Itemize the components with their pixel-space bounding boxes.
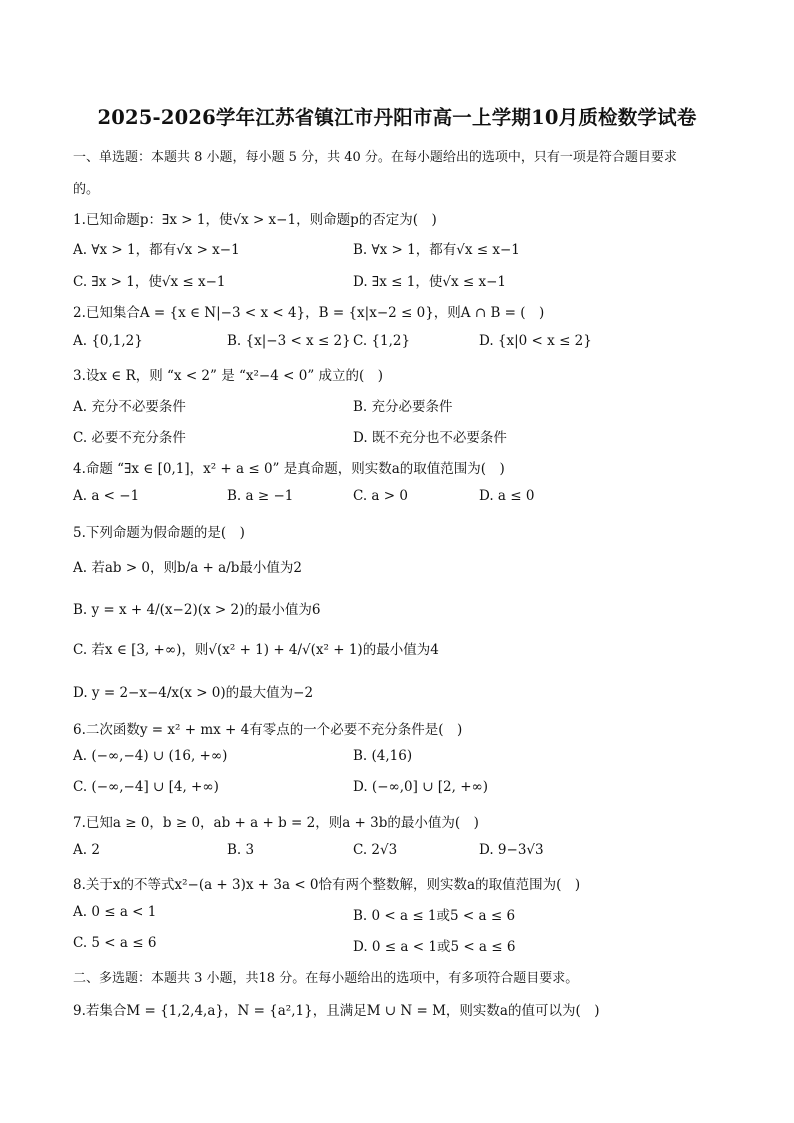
q8-option-b: B. 0 < a ≤ 1或5 < a ≤ 6 (353, 908, 516, 924)
q1-options-row2 (73, 270, 733, 288)
q3-options-row2 (73, 426, 733, 444)
q8-option-a: A. 0 ≤ a < 1 (73, 904, 157, 920)
q2-stem: 2.已知集合A = {x ∈ N|−3 < x < 4}，B = {x|x−2 ≤ 0}，则A ∩ B = ( ) (73, 305, 545, 321)
q2-option-d: D. {x|0 < x ≤ 2} (479, 333, 592, 349)
q3-options-row1 (73, 395, 733, 413)
q7-option-a: A. 2 (73, 842, 100, 858)
q4-option-a: A. a < −1 (73, 488, 140, 504)
section1-heading: 一、单选题：本题共 8 小题，每小题 5 分，共 40 分。在每小题给出的选项中，只有一项是符合题目要求 (73, 150, 677, 165)
q1-option-a: A. ∀x > 1，都有√x > x−1 (73, 242, 240, 258)
q1-option-b: B. ∀x > 1，都有√x ≤ x−1 (353, 242, 520, 258)
q1-stem: 1.已知命题p：∃x > 1，使√x > x−1，则命题p的否定为( ) (73, 212, 437, 228)
q8-options-row2 (73, 935, 733, 953)
q7-stem: 7.已知a ≥ 0，b ≥ 0，ab + a + b = 2，则a + 3b的最小值为( ) (73, 815, 479, 831)
q8-stem: 8.关于x的不等式x²−(a + 3)x + 3a < 0恰有两个整数解，则实数a的取值范围为( ) (73, 877, 581, 893)
q4-option-c: C. a > 0 (353, 488, 408, 504)
q6-options-row1 (73, 748, 733, 766)
section1-heading-cont: 的。 (73, 182, 100, 197)
exam-title: 2025-2026学年江苏省镇江市丹阳市高一上学期10月质检数学试卷 (97, 106, 697, 129)
q5-stem: 5.下列命题为假命题的是( ) (73, 525, 245, 541)
q6-option-c: C. (−∞,−4] ∪ [4, +∞) (73, 779, 219, 795)
q6-option-d: D. (−∞,0] ∪ [2, +∞) (353, 779, 489, 795)
q8-options-row1 (73, 904, 733, 922)
q3-option-a: A. 充分不必要条件 (73, 399, 186, 415)
q7-option-d: D. 9−3√3 (479, 842, 544, 858)
q2-option-c: C. {1,2} (353, 333, 411, 349)
q4-option-b: B. a ≥ −1 (227, 488, 294, 504)
q3-stem: 3.设x ∈ R，则 “x < 2” 是 “x²−4 < 0” 成立的( ) (73, 368, 384, 384)
q6-option-b: B. (4,16) (353, 748, 413, 764)
q8-option-d: D. 0 ≤ a < 1或5 < a ≤ 6 (353, 939, 516, 955)
q6-options-row2 (73, 779, 733, 797)
q7-options-row (73, 842, 733, 860)
q4-option-d: D. a ≤ 0 (479, 488, 535, 504)
q3-option-b: B. 充分必要条件 (353, 399, 453, 415)
q3-option-d: D. 既不充分也不必要条件 (353, 430, 507, 446)
q6-option-a: A. (−∞,−4) ∪ (16, +∞) (73, 748, 228, 764)
q4-stem: 4.命题 “∃x ∈ [0,1]，x² + a ≤ 0” 是真命题，则实数a的取值范围为( ) (73, 461, 505, 477)
q2-option-b: B. {x|−3 < x ≤ 2} (227, 333, 351, 349)
q9-stem: 9.若集合M = {1,2,4,a}，N = {a²,1}，且满足M ∪ N = M，则实数a的值可以为( ) (73, 1003, 600, 1019)
q1-option-c: C. ∃x > 1，使√x ≤ x−1 (73, 274, 226, 290)
q1-options-row1 (73, 238, 733, 256)
q3-option-c: C. 必要不充分条件 (73, 430, 186, 446)
q2-options-row (73, 333, 733, 351)
q6-stem: 6.二次函数y = x² + mx + 4有零点的一个必要不充分条件是( ) (73, 722, 463, 738)
q4-options-row (73, 488, 733, 506)
q2-option-a: A. {0,1,2} (73, 333, 143, 349)
q5-option-b: B. y = x + 4/(x−2)(x > 2)的最小值为6 (73, 602, 321, 618)
q7-option-b: B. 3 (227, 842, 255, 858)
q5-option-a: A. 若ab > 0，则b/a + a/b最小值为2 (73, 560, 302, 576)
q7-option-c: C. 2√3 (353, 842, 398, 858)
q8-option-c: C. 5 < a ≤ 6 (73, 935, 157, 951)
q1-option-d: D. ∃x ≤ 1，使√x ≤ x−1 (353, 274, 506, 290)
section2-heading: 二、多选题：本题共 3 小题，共18 分。在每小题给出的选项中，有多项符合题目要求。 (73, 971, 579, 986)
q5-option-c: C. 若x ∈ [3, +∞)，则√(x² + 1) + 4/√(x² + 1)的最小值为4 (73, 642, 439, 658)
q5-option-d: D. y = 2−x−4/x(x > 0)的最大值为−2 (73, 685, 314, 701)
